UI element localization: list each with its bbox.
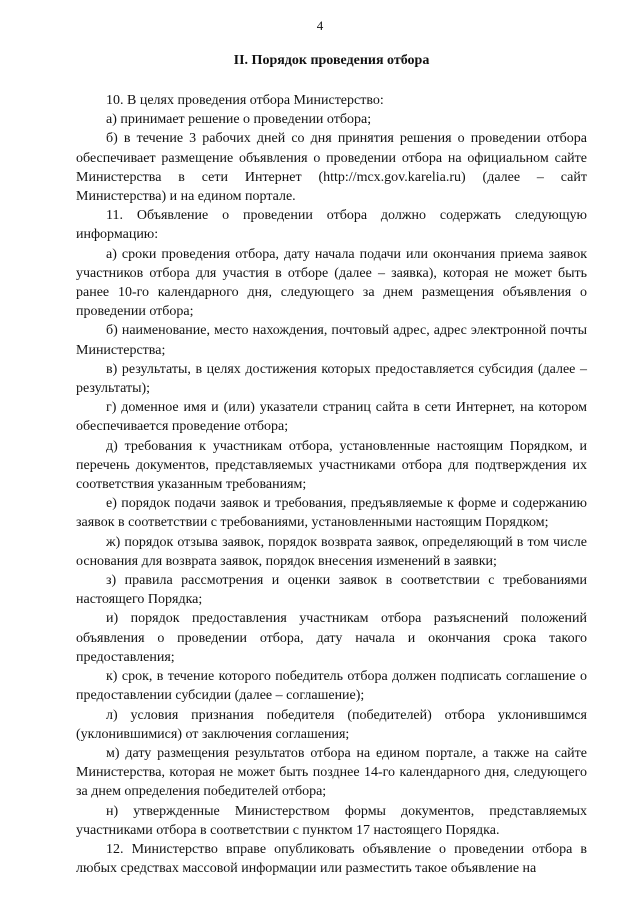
paragraph-11i: и) порядок предоставления участникам отбора разъяснений положений объявления о проведении отбора, дату начала и окончания срока такого предоставления; — [76, 611, 587, 665]
paragraph-11b: б) наименование, место нахождения, почтовый адрес, адрес электронной почты Министерства; — [76, 323, 587, 358]
paragraph-10a: а) принимает решение о проведении отбора; — [106, 112, 372, 128]
paragraph-11m: м) дату размещения результатов отбора на едином портале, а также на сайте Министерства, которая не может быть позднее 14-го календарного дня, следующего за днем определения победителей отбора; — [76, 745, 587, 800]
paragraph-11k: к) срок, в течение которого победитель отбора должен подписать соглашение о предоставлении субсидии (далее – соглашение); — [76, 669, 587, 704]
paragraph-12: 12. Министерство вправе опубликовать объявление о проведении отбора в любых средствах массовой информации или разместить такое объявление на — [76, 841, 587, 877]
paragraph-11l: л) условия признания победителя (победителей) отбора уклонившимся (уклонившимися) от заключения соглашения; — [76, 707, 587, 742]
paragraph-10-intro: 10. В целях проведения отбора Министерство: — [106, 93, 384, 108]
paragraph-11g: г) доменное имя и (или) указатели страниц сайта в сети Интернет, на котором обеспечивается проведение отбора; — [76, 400, 587, 435]
paragraph-11-intro: 11. Объявление о проведении отбора должно содержать следующую информацию: — [76, 208, 587, 243]
paragraph-11v: в) результаты, в целях достижения которых предоставляется субсидия (далее – результаты); — [76, 361, 587, 397]
document-body — [76, 91, 587, 878]
section-title: II. Порядок проведения отбора — [233, 53, 430, 68]
paragraph-10b: б) в течение 3 рабочих дней со дня принятия решения о проведении отбора обеспечивает размещение объявления о проведении отбора на официальном сайте Министерства в сети Интернет (http://mcx.gov.karelia.ru) (далее – сайт Министерства) и на едином портале. — [76, 131, 587, 205]
paragraph-11z: з) правила рассмотрения и оценки заявок в соответствии с требованиями настоящего Порядка; — [76, 573, 587, 608]
paragraph-11d: д) требования к участникам отбора, установленные настоящим Порядком, и перечень документов, представляемых участниками отбора для подтверждения их соответствия указанным требованиям; — [76, 438, 587, 493]
paragraph-11a: а) сроки проведения отбора, дату начала подачи или окончания приема заявок участников отбора для участия в отборе (далее – заявка), которая не может быть ранее 10-го календарного дня, следующего за днем размещения объявления о проведении отбора; — [76, 246, 587, 320]
paragraph-11zh: ж) порядок отзыва заявок, порядок возврата заявок, определяющий в том числе основания для возврата заявок, порядок внесения изменений в заявки; — [76, 534, 587, 569]
paragraph-11e: е) порядок подачи заявок и требования, предъявляемые к форме и содержанию заявок в соответствии с требованиями, установленными настоящим Порядком; — [76, 496, 587, 531]
page-number: 4 — [316, 18, 324, 33]
paragraph-11n: н) утвержденные Министерством формы документов, представляемых участниками отбора в соответствии с пунктом 17 настоящего Порядка. — [76, 803, 587, 838]
